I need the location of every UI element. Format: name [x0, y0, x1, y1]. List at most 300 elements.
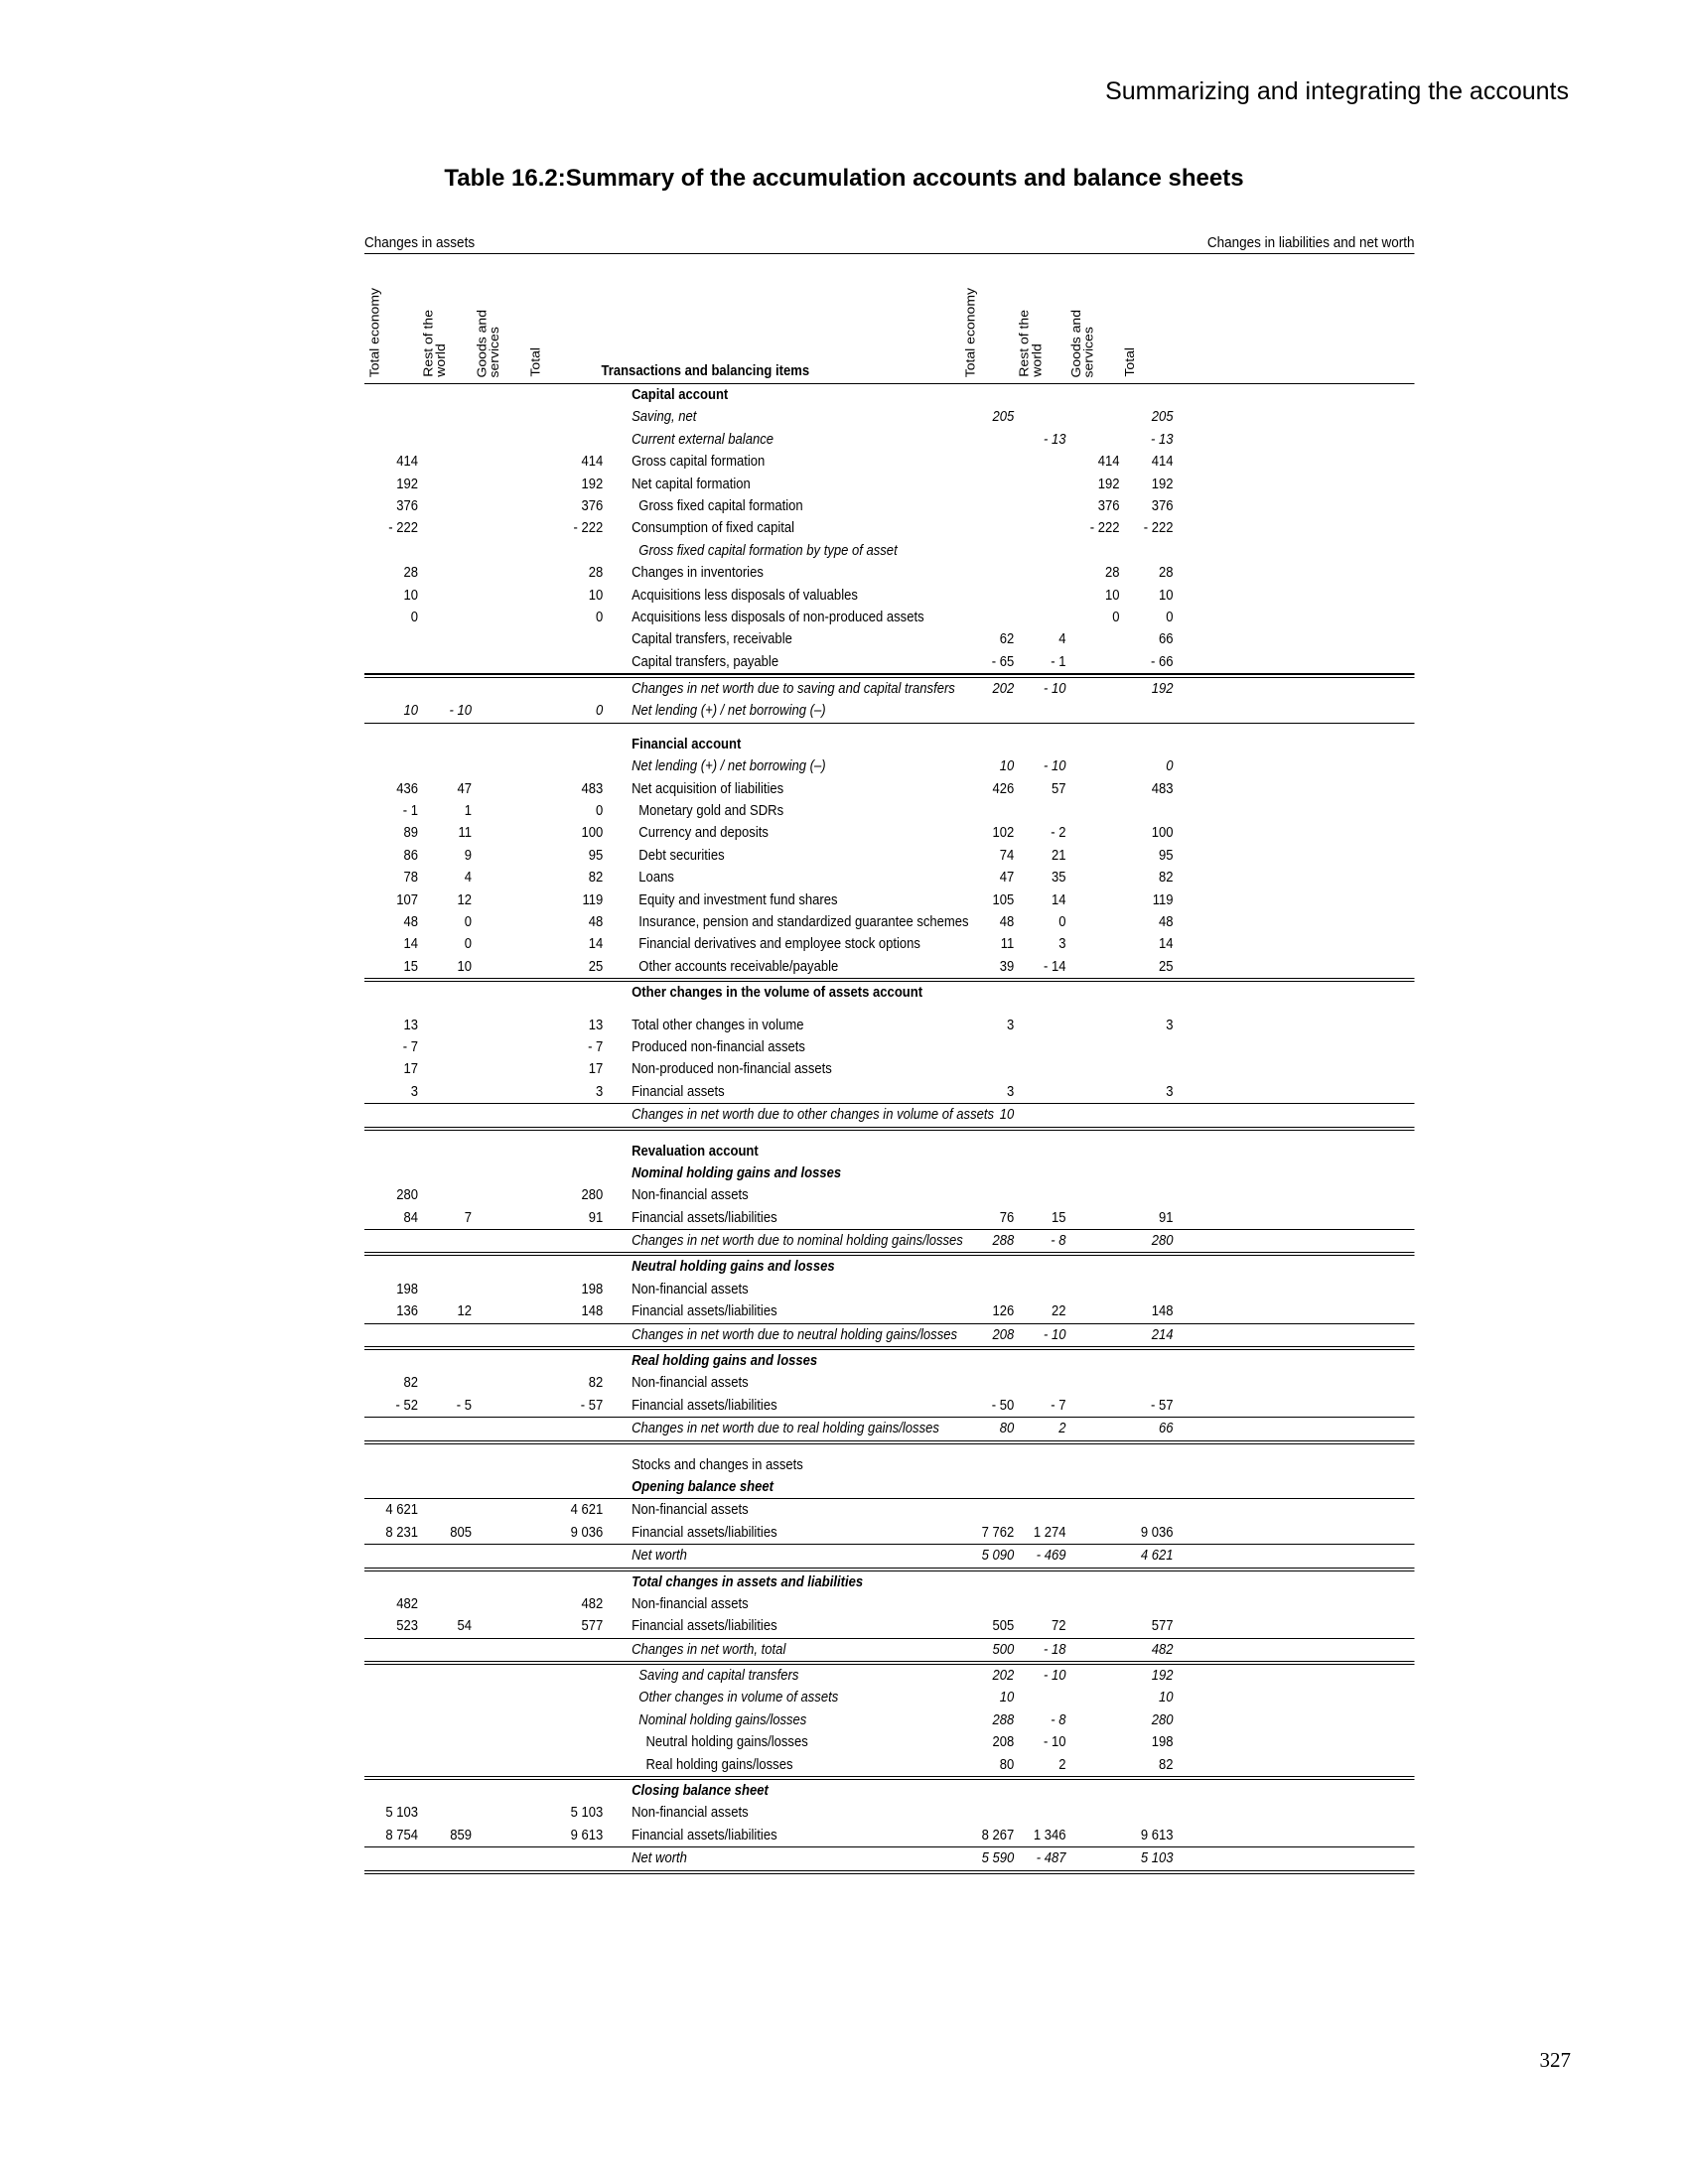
cell-value: [1014, 1350, 1065, 1372]
cell-value: [418, 1279, 472, 1300]
cell-value: [418, 1131, 472, 1141]
cell-value: [960, 1593, 1014, 1615]
cell-value: [472, 607, 525, 628]
cell-value: [472, 1279, 525, 1300]
cell-value: [525, 1665, 603, 1687]
cell-value: [418, 1036, 472, 1058]
cell-value: 414: [1097, 454, 1120, 471]
row-label: [603, 724, 960, 734]
cell-value: [1066, 1780, 1120, 1802]
cell-value: [472, 1104, 525, 1126]
cell-value: 48: [1158, 913, 1174, 930]
row-label: Saving, net: [632, 409, 697, 426]
cell-value: [1120, 724, 1174, 734]
cell-value: 3: [596, 1083, 604, 1100]
row-label: Current external balance: [632, 431, 774, 448]
table-row: [364, 1279, 1415, 1300]
cell-value: - 7: [1051, 1397, 1066, 1414]
cell-value: 214: [1151, 1326, 1174, 1343]
cell-value: - 66: [1151, 653, 1174, 670]
cell-value: [472, 734, 525, 755]
cell-value: 10: [999, 1690, 1015, 1706]
cell-value: 76: [999, 1209, 1015, 1226]
row-label: Non-financial assets: [632, 1187, 749, 1204]
cell-value: [472, 1545, 525, 1567]
cell-value: [1066, 1454, 1120, 1476]
cell-value: [1066, 1418, 1120, 1439]
cell-value: [1066, 1324, 1120, 1346]
cell-value: [1120, 1256, 1174, 1278]
cell-value: 3: [1007, 1083, 1015, 1100]
table-row: [364, 1300, 1415, 1323]
cell-value: [525, 1162, 603, 1184]
cell-value: [1120, 734, 1174, 755]
cell-value: [525, 1131, 603, 1141]
cell-value: [1120, 1780, 1174, 1802]
cell-value: [960, 607, 1014, 628]
cell-value: [960, 562, 1014, 584]
table-row: [364, 1015, 1415, 1036]
cell-value: 4: [1058, 631, 1066, 648]
cell-value: [418, 1545, 472, 1567]
cell-value: [1014, 1141, 1065, 1162]
cell-value: [472, 1802, 525, 1824]
cell-value: [472, 678, 525, 700]
cell-value: [1120, 1131, 1174, 1141]
row-label: Neutral holding gains and losses: [632, 1259, 835, 1276]
cell-value: - 1: [402, 803, 418, 820]
cell-value: [1066, 1665, 1120, 1687]
cell-value: [1014, 1780, 1065, 1802]
cell-value: [472, 1324, 525, 1346]
cell-value: [960, 1372, 1014, 1394]
table-row: [364, 651, 1415, 674]
cell-value: [472, 1731, 525, 1753]
table-row: [364, 1131, 1415, 1141]
cell-value: 523: [396, 1618, 418, 1635]
row-label: Changes in net worth, total: [632, 1641, 786, 1658]
cell-value: [418, 1476, 472, 1498]
cell-value: 28: [403, 565, 418, 582]
cell-value: [1120, 1499, 1174, 1521]
cell-value: 17: [403, 1061, 418, 1078]
cell-value: [1120, 1058, 1174, 1080]
cell-value: - 10: [1044, 1326, 1066, 1343]
cell-value: [364, 678, 418, 700]
row-label: Financial account: [632, 736, 742, 752]
cell-value: [1066, 1279, 1120, 1300]
cell-value: [525, 1571, 603, 1593]
cell-value: 148: [1151, 1303, 1174, 1320]
row-label: Neutral holding gains/losses: [645, 1734, 808, 1751]
cell-value: 280: [396, 1187, 418, 1204]
cell-value: [960, 474, 1014, 495]
cell-value: 0: [1166, 609, 1174, 625]
cell-value: [525, 1256, 603, 1278]
cell-value: 3: [1166, 1083, 1174, 1100]
cell-value: [418, 1350, 472, 1372]
cell-value: - 8: [1051, 1233, 1066, 1250]
cell-value: [418, 1104, 472, 1126]
cell-value: 0: [410, 609, 418, 625]
cell-value: 0: [464, 913, 472, 930]
cell-value: [1066, 867, 1120, 888]
cell-value: 288: [992, 1711, 1015, 1728]
row-label: Monetary gold and SDRs: [638, 803, 784, 820]
row-label: Financial assets/liabilities: [632, 1397, 777, 1414]
cell-value: [525, 1005, 603, 1015]
cell-value: [472, 1372, 525, 1394]
cell-value: - 18: [1044, 1641, 1066, 1658]
cell-value: 4: [464, 870, 472, 887]
cell-value: [525, 1104, 603, 1126]
cell-value: 859: [450, 1827, 472, 1843]
row-label: Net lending (+) / net borrowing (–): [632, 703, 826, 720]
cell-value: [1120, 1162, 1174, 1184]
cell-value: [960, 495, 1014, 517]
cell-value: [364, 1230, 418, 1252]
cell-value: 4 621: [385, 1502, 418, 1519]
table-row: [364, 517, 1415, 539]
cell-value: [472, 1780, 525, 1802]
cell-value: 10: [999, 1107, 1015, 1124]
cell-value: [364, 734, 418, 755]
cell-value: 376: [1151, 497, 1174, 514]
cell-value: [364, 651, 418, 673]
cell-value: [472, 889, 525, 911]
cell-value: 14: [588, 936, 604, 953]
cell-value: 1: [464, 803, 472, 820]
cell-value: 14: [1051, 891, 1066, 908]
cell-value: [1120, 1184, 1174, 1206]
cell-value: 3: [1166, 1017, 1174, 1033]
table-row: [364, 1522, 1415, 1545]
cell-value: [1014, 724, 1065, 734]
cell-value: [525, 1350, 603, 1372]
cell-value: [960, 1780, 1014, 1802]
cell-value: [418, 734, 472, 755]
cell-value: [1014, 1104, 1065, 1126]
row-label: Non-financial assets: [632, 1502, 749, 1519]
cell-value: [418, 1593, 472, 1615]
cell-value: [960, 1454, 1014, 1476]
table-row: [364, 1207, 1415, 1230]
cell-value: 48: [588, 913, 604, 930]
cell-value: [1066, 1230, 1120, 1252]
cell-value: 1 274: [1033, 1524, 1066, 1541]
cell-value: [960, 1162, 1014, 1184]
cell-value: 5 090: [981, 1548, 1015, 1565]
row-label: Stocks and changes in assets: [632, 1456, 803, 1473]
cell-value: [525, 1324, 603, 1346]
cell-value: [418, 495, 472, 517]
cell-value: 91: [1158, 1209, 1174, 1226]
cell-value: [1120, 1036, 1174, 1058]
cell-value: [525, 1709, 603, 1731]
cell-value: [418, 1731, 472, 1753]
cell-value: [960, 734, 1014, 755]
cell-value: [364, 755, 418, 777]
table-row: [364, 1350, 1415, 1372]
cell-value: [472, 540, 525, 562]
cell-value: 82: [403, 1375, 418, 1392]
cell-value: [1014, 451, 1065, 473]
cell-value: - 50: [991, 1397, 1015, 1414]
cell-value: [1120, 1476, 1174, 1498]
cell-value: [1066, 1372, 1120, 1394]
cell-value: [1066, 1256, 1120, 1278]
cell-value: - 13: [1151, 431, 1174, 448]
row-label: Gross capital formation: [632, 454, 766, 471]
cell-value: [1066, 1615, 1120, 1637]
cell-value: [472, 1015, 525, 1036]
cell-value: - 10: [1044, 681, 1066, 698]
cell-value: - 222: [1143, 520, 1174, 537]
cell-value: [1066, 540, 1120, 562]
cell-value: [472, 517, 525, 539]
table-row: [364, 1571, 1415, 1593]
cell-value: [1066, 1571, 1120, 1593]
cell-value: [418, 1005, 472, 1015]
cell-value: [960, 1131, 1014, 1141]
cell-value: [960, 429, 1014, 451]
cell-value: [1066, 800, 1120, 822]
cell-value: [472, 1350, 525, 1372]
table-row: [364, 495, 1415, 517]
cell-value: [364, 1418, 418, 1439]
row-label: Currency and deposits: [638, 825, 769, 842]
row-label: Capital transfers, payable: [632, 653, 779, 670]
cell-value: [525, 1476, 603, 1498]
cell-value: 10: [403, 703, 418, 720]
table-row: [364, 982, 1415, 1004]
cell-value: 25: [1158, 958, 1174, 975]
cell-value: [1066, 1802, 1120, 1824]
col-left-3: Total: [527, 347, 543, 377]
cell-value: 15: [1051, 1209, 1066, 1226]
table-row: [364, 867, 1415, 888]
cell-value: 28: [588, 565, 604, 582]
cell-value: [364, 1005, 418, 1015]
cell-value: 136: [396, 1303, 418, 1320]
table-row: [364, 562, 1415, 584]
cell-value: 198: [581, 1281, 604, 1297]
cell-value: [364, 1476, 418, 1498]
table-row: [364, 1639, 1415, 1665]
row-label: Nominal holding gains and losses: [632, 1164, 842, 1181]
cell-value: 202: [992, 1668, 1015, 1685]
cell-value: [418, 585, 472, 607]
cell-value: [472, 1058, 525, 1080]
cell-value: 483: [1151, 780, 1174, 797]
col-left-0: Total economy: [366, 287, 382, 377]
cell-value: [525, 1141, 603, 1162]
table-row: [364, 1665, 1415, 1687]
cell-value: [472, 1207, 525, 1229]
row-label: Non-financial assets: [632, 1375, 749, 1392]
cell-value: [418, 1256, 472, 1278]
cell-value: [1066, 724, 1120, 734]
cell-value: [1066, 1104, 1120, 1126]
cell-value: [418, 755, 472, 777]
cell-value: [418, 1687, 472, 1708]
cell-value: [525, 1454, 603, 1476]
cell-value: [1120, 1104, 1174, 1126]
cell-value: [1120, 1593, 1174, 1615]
cell-value: [472, 1256, 525, 1278]
col-right-1: Rest of the world: [1017, 310, 1044, 377]
table-captions: [364, 234, 1415, 254]
cell-value: [472, 1300, 525, 1322]
cell-value: [960, 700, 1014, 722]
cell-value: [418, 1571, 472, 1593]
row-label: [603, 1005, 960, 1015]
cell-value: [525, 406, 603, 428]
cell-value: [1066, 1350, 1120, 1372]
row-label: Acquisitions less disposals of non-produced assets: [632, 609, 924, 625]
cell-value: [1014, 1036, 1065, 1058]
cell-value: 66: [1158, 1421, 1174, 1437]
cell-value: [1014, 1131, 1065, 1141]
row-label: Changes in net worth due to saving and capital transfers: [632, 681, 955, 698]
cell-value: [525, 1639, 603, 1661]
cell-value: [1014, 517, 1065, 539]
cell-value: 119: [1152, 891, 1174, 908]
cell-value: [418, 607, 472, 628]
cell-value: [418, 1372, 472, 1394]
table-row: [364, 1256, 1415, 1278]
cell-value: 414: [1151, 454, 1174, 471]
cell-value: [960, 1571, 1014, 1593]
right-caption: Changes in liabilities and net worth: [1206, 234, 1415, 251]
row-label: Gross fixed capital formation by type of asset: [638, 542, 898, 559]
cell-value: [364, 1162, 418, 1184]
cell-value: [364, 724, 418, 734]
table-row: [364, 474, 1415, 495]
cell-value: 3: [410, 1083, 418, 1100]
cell-value: [472, 1395, 525, 1417]
cell-value: [364, 1141, 418, 1162]
cell-value: [1066, 1058, 1120, 1080]
table-row: [364, 1081, 1415, 1104]
cell-value: 80: [999, 1421, 1015, 1437]
cell-value: 11: [458, 825, 472, 842]
table-row: [364, 755, 1415, 777]
row-label: Non-financial assets: [632, 1595, 749, 1612]
col-right-3: Total: [1122, 347, 1137, 377]
table-row: [364, 778, 1415, 800]
cell-value: [1014, 800, 1065, 822]
cell-value: [960, 724, 1014, 734]
cell-value: [1014, 700, 1065, 722]
cell-value: 2: [1058, 1756, 1066, 1773]
row-label: [603, 1444, 960, 1454]
cell-value: [472, 1687, 525, 1708]
cell-value: 9 036: [1140, 1524, 1174, 1541]
cell-value: [418, 474, 472, 495]
cell-value: [1066, 1731, 1120, 1753]
cell-value: [472, 1639, 525, 1661]
table-row: [364, 933, 1415, 955]
row-label: Other accounts receivable/payable: [638, 958, 839, 975]
column-headers: [364, 254, 1415, 384]
cell-value: 577: [1151, 1618, 1174, 1635]
cell-value: 5 103: [385, 1805, 418, 1822]
cell-value: - 1: [1051, 653, 1066, 670]
cell-value: [1066, 1709, 1120, 1731]
col-right-0: Total economy: [963, 287, 978, 377]
cell-value: 105: [992, 891, 1015, 908]
cell-value: 5 103: [1140, 1850, 1174, 1867]
cell-value: [1066, 956, 1120, 978]
cell-value: [418, 1015, 472, 1036]
cell-value: [364, 1256, 418, 1278]
cell-value: 82: [1158, 870, 1174, 887]
cell-value: [1120, 982, 1174, 1004]
cell-value: 9: [464, 847, 472, 864]
row-label: Debt securities: [638, 847, 725, 864]
cell-value: [1120, 700, 1174, 722]
cell-value: [364, 1104, 418, 1126]
cell-value: 17: [588, 1061, 604, 1078]
cell-value: [1066, 1687, 1120, 1708]
cell-value: [418, 678, 472, 700]
cell-value: 100: [581, 825, 604, 842]
row-label: Total other changes in volume: [632, 1017, 804, 1033]
cell-value: [1014, 384, 1065, 406]
cell-value: 208: [992, 1326, 1015, 1343]
cell-value: [960, 1005, 1014, 1015]
cell-value: [472, 755, 525, 777]
cell-value: [364, 540, 418, 562]
row-label: Revaluation account: [632, 1143, 759, 1160]
table-row: [364, 1395, 1415, 1418]
cell-value: [1120, 1005, 1174, 1015]
cell-value: 107: [396, 891, 418, 908]
cell-value: 25: [588, 958, 604, 975]
cell-value: [472, 1162, 525, 1184]
row-label: Net worth: [632, 1548, 687, 1565]
table-row: [364, 1754, 1415, 1780]
cell-value: [364, 1709, 418, 1731]
cell-value: [960, 1802, 1014, 1824]
cell-value: [960, 451, 1014, 473]
cell-value: [1066, 1444, 1120, 1454]
cell-value: 148: [581, 1303, 604, 1320]
cell-value: - 222: [573, 520, 604, 537]
cell-value: [472, 800, 525, 822]
cell-value: 47: [999, 870, 1015, 887]
cell-value: [472, 495, 525, 517]
cell-value: [525, 540, 603, 562]
cell-value: 8 754: [385, 1827, 418, 1843]
cell-value: 10: [1104, 587, 1120, 604]
cell-value: 13: [403, 1017, 418, 1033]
table-row: [364, 1162, 1415, 1184]
cell-value: [1014, 607, 1065, 628]
cell-value: [1120, 1571, 1174, 1593]
cell-value: 3: [1007, 1017, 1015, 1033]
cell-value: - 8: [1051, 1711, 1066, 1728]
cell-value: - 7: [402, 1038, 418, 1055]
cell-value: [960, 1141, 1014, 1162]
table-row: [364, 674, 1415, 700]
cell-value: [1066, 982, 1120, 1004]
cell-value: 82: [588, 1375, 604, 1392]
cell-value: [1014, 1593, 1065, 1615]
cell-value: [472, 384, 525, 406]
cell-value: 3: [1058, 936, 1066, 953]
